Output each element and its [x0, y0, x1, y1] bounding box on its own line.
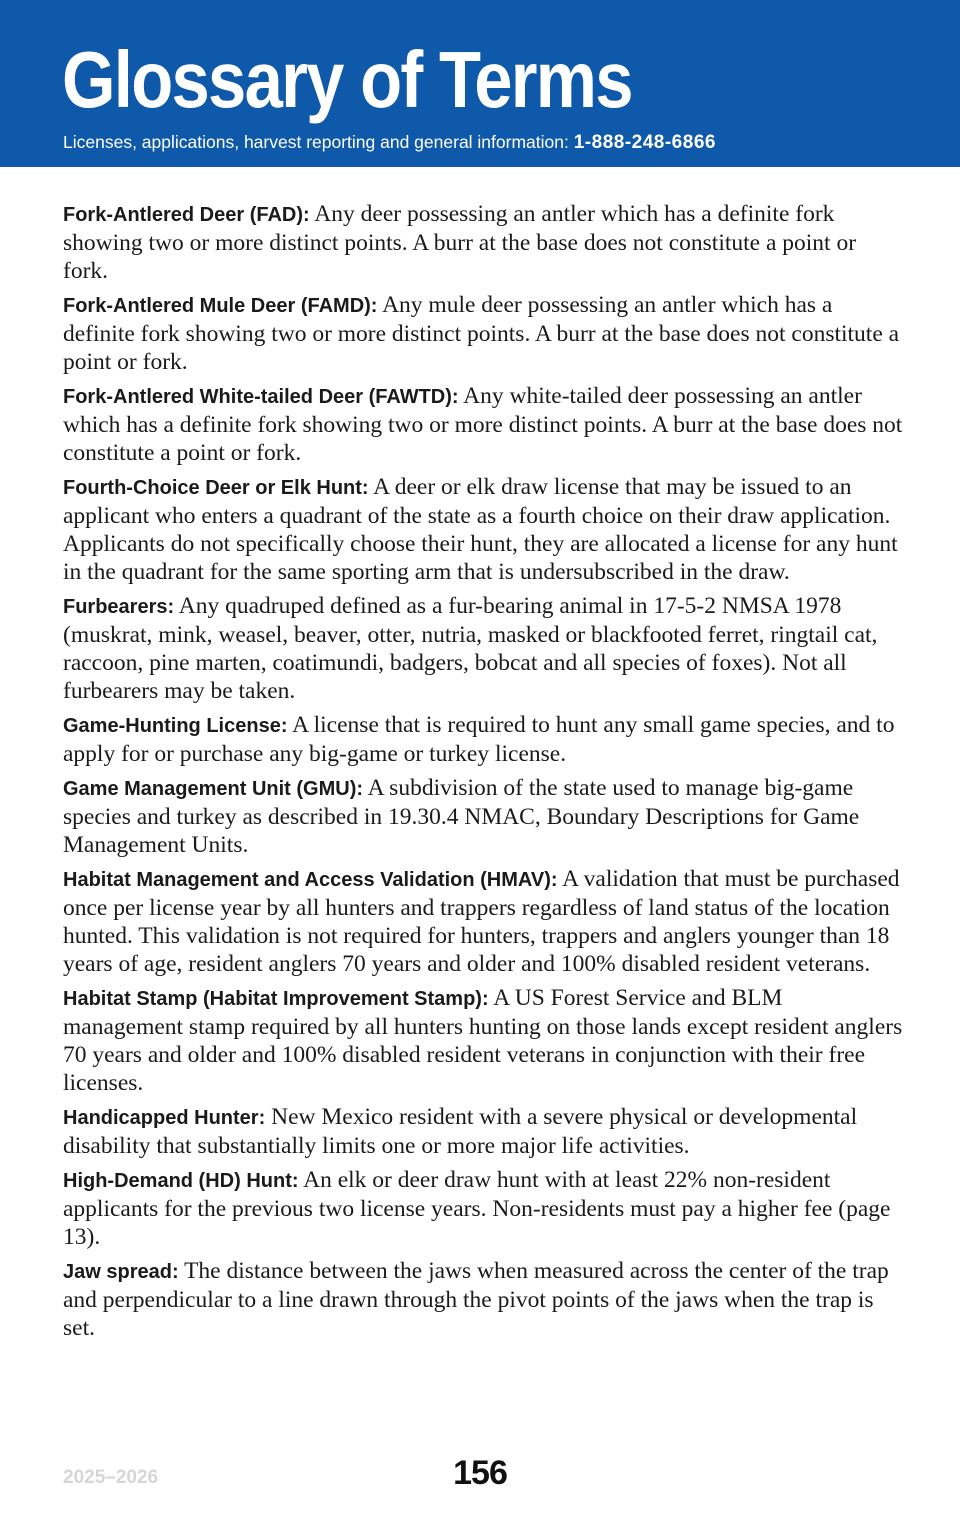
glossary-term: Game-Hunting License: — [63, 715, 288, 737]
glossary-entry — [63, 984, 905, 1097]
glossary-term: Fourth-Choice Deer or Elk Hunt: — [63, 477, 369, 499]
header-banner — [0, 0, 960, 167]
footer-year: 2025–2026 — [63, 1467, 159, 1488]
glossary-term: High-Demand (HD) Hunt: — [63, 1170, 299, 1192]
glossary-term: Game Management Unit (GMU): — [63, 778, 364, 800]
glossary-entry — [63, 1257, 905, 1342]
glossary-entry — [63, 291, 905, 376]
glossary-entry — [63, 1103, 905, 1160]
glossary-definition: An elk or deer draw hunt with at least 22% non-resident applicants for the previous two license years. Non-residents must pay a higher fee (page 13). — [63, 1167, 891, 1250]
glossary-entry — [63, 865, 905, 978]
phone-number: 1-888-248-6866 — [573, 132, 716, 153]
glossary-entry — [63, 382, 905, 467]
glossary-definition: A license that is required to hunt any small game species, and to apply for or purchase any big-game or turkey license. — [63, 712, 895, 767]
glossary-term: Handicapped Hunter: — [63, 1107, 266, 1129]
page-number: 156 — [453, 1454, 507, 1492]
glossary-entry — [63, 774, 905, 859]
glossary-definition: Any mule deer possessing an antler which has a definite fork showing two or more distinct points. A burr at the base does not constitute a point or fork. — [63, 292, 900, 375]
page-title: Glossary of Terms — [62, 35, 632, 124]
glossary-term: Fork-Antlered Mule Deer (FAMD): — [63, 295, 378, 317]
glossary-definition: Any quadruped defined as a fur-bearing animal in 17-5-2 NMSA 1978 (muskrat, mink, weasel, beaver, otter, nutria, masked or blackfooted ferret, ringtail cat, raccoon, pine marten, coatimundi, badgers, bobcat and all species of foxes). Not all furbearers may be taken. — [63, 593, 878, 704]
glossary-definition: Any white-tailed deer possessing an antler which has a definite fork showing two or more distinct points. A burr at the base does not constitute a point or fork. — [63, 383, 903, 466]
glossary-term: Furbearers: — [63, 596, 175, 618]
glossary-definition: A deer or elk draw license that may be issued to an applicant who enters a quadrant of the state as a fourth choice on their draw application. Applicants do not specifically choose their hunt, they are allocated a license for any hunt in the quadrant for the same sporting arm that is undersubscribed in the draw. — [63, 474, 898, 585]
glossary-entry — [63, 592, 905, 705]
glossary-definition: New Mexico resident with a severe physical or developmental disability that substantially limits one or more major life activities. — [63, 1104, 858, 1159]
glossary-term: Jaw spread: — [63, 1261, 179, 1283]
glossary-term: Fork-Antlered Deer (FAD): — [63, 204, 310, 226]
header-subtitle — [63, 130, 716, 155]
glossary-term: Habitat Stamp (Habitat Improvement Stamp): — [63, 988, 489, 1010]
glossary-term: Habitat Management and Access Validation (HMAV): — [63, 869, 558, 891]
glossary-entry — [63, 711, 905, 768]
glossary-definition: Any deer possessing an antler which has a definite fork showing two or more distinct points. A burr at the base does not constitute a point or fork. — [63, 201, 857, 284]
glossary-entry — [63, 473, 905, 586]
glossary-entry — [63, 200, 905, 285]
glossary-definition: A US Forest Service and BLM management stamp required by all hunters hunting on those lands except resident anglers 70 years and older and 100% disabled resident veterans in conjunction with their free licenses. — [63, 985, 903, 1096]
glossary-definition: A validation that must be purchased once per license year by all hunters and trappers regardless of land status of the location hunted. This validation is not required for hunters, trappers and anglers younger than 18 years of age, resident anglers 70 years and older and 100% disabled resident veterans. — [63, 866, 900, 977]
glossary-list — [63, 200, 905, 1348]
glossary-definition: The distance between the jaws when measured across the center of the trap and perpendicular to a line drawn through the pivot points of the jaws when the trap is set. — [63, 1258, 889, 1341]
subtitle-text: Licenses, applications, harvest reporting and general information: — [63, 132, 569, 152]
glossary-term: Fork-Antlered White-tailed Deer (FAWTD): — [63, 386, 459, 408]
glossary-entry — [63, 1166, 905, 1251]
glossary-definition: A subdivision of the state used to manage big-game species and turkey as described in 19.30.4 NMAC, Boundary Descriptions for Game Management Units. — [63, 775, 860, 858]
